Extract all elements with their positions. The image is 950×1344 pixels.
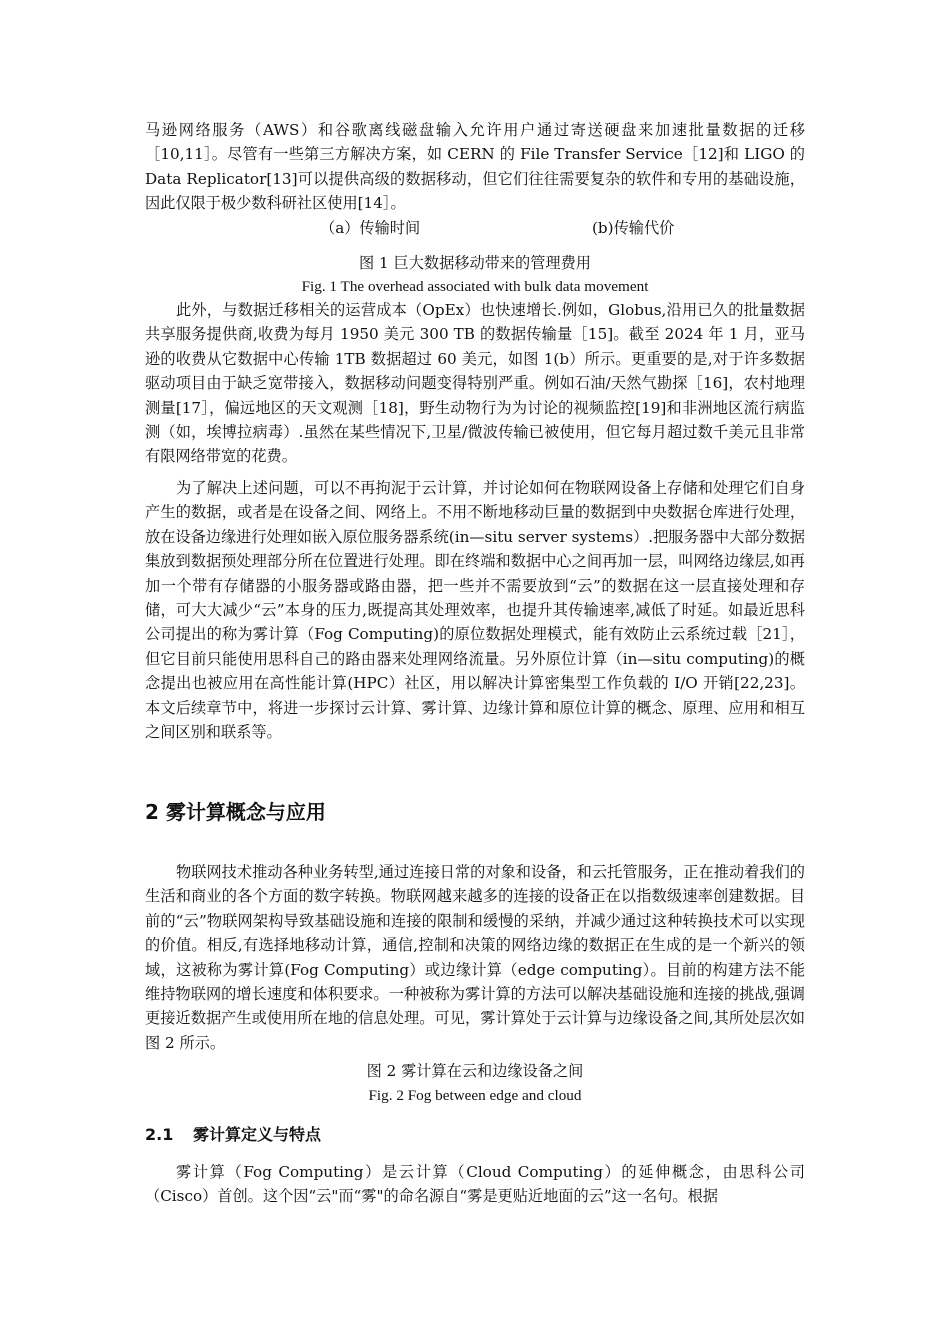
paragraph-data-migration-services: 马逊网络服务（AWS）和谷歌离线磁盘输入允许用户通过寄送硬盘来加速批量数据的迁移［10,11］。尽管有一些第三方解决方案，如 CERN 的 File Transfer Service［12]和 LIGO 的 Data Replicator[13]可以提供高级的数据移动，但它们往往需要复杂的软件和专用的基础设施，因此仅限于极少数科研社区使用[14］。: [145, 121, 805, 213]
paragraph-iot-fog: 物联网技术推动各种业务转型,通过连接日常的对象和设备，和云托管服务，正在推动着我们的生活和商业的各个方面的数字转换。物联网越来越多的连接的设备正在以指数级速率创建数据。目前的“云”物联网架构导致基础设施和连接的限制和缓慢的采纳，并减少通过这种转换技术可以实现的价值。相反,有选择地移动计算，通信,控制和决策的网络边缘的数据正在生成的是一个新兴的领域，这被称为雾计算(Fog Computing）或边缘计算（edge computing）。目前的构建方法不能维持物联网的增长速度和体积要求。一种被称为雾计算的方法可以解决基础设施和连接的挑战,强调更接近数据产生或使用所在地的信息处理。可见，雾计算处于云计算与边缘设备之间,其所处层次如图 2 所示。: [145, 863, 805, 1052]
figure1-caption-cn: 图 1 巨大数据移动带来的管理费用: [359, 254, 591, 272]
figure1-subcaption-b: (b)传输代价: [592, 219, 675, 237]
paragraph-fog-definition: 雾计算（Fog Computing）是云计算（Cloud Computing）的延伸概念，由思科公司（Cisco）首创。这个因“云"而“雾"的命名源自“雾是更贴近地面的云”这一名句。根据: [145, 1163, 805, 1206]
section-heading-2: 2 雾计算概念与应用: [145, 800, 326, 824]
paragraph-opex: 此外，与数据迁移相关的运营成本（OpEx）也快速增长.例如，Globus,沿用已久的批量数据共享服务提供商,收费为每月 1950 美元 300 TB 的数据传输量［15]。截至 2024 年 1 月，亚马逊的收费从它数据中心传输 1TB 数据超过 60 美元，如图 1(b）所示。更重要的是,对于许多数据驱动项目由于缺乏宽带接入，数据移动问题变得特别严重。例如石油/天然气勘探［16]，农村地理测量[17］，偏远地区的天文观测［18]，野生动物行为为讨论的视频监控[19]和非洲地区流行病监测（如，埃博拉病毒）.虽然在某些情况下,卫星/微波传输已被使用，但它每月超过数千美元且非常有限网络带宽的花费。: [145, 301, 805, 466]
paragraph-solution: 为了解决上述问题，可以不再拘泥于云计算，并讨论如何在物联网设备上存储和处理它们自身产生的数据，或者是在设备之间、网络上。不用不断地移动巨量的数据到中央数据仓库进行处理，放在设备边缘进行处理如嵌入原位服务器系统(in—situ server systems）.把服务器中大部分数据集放到数据预处理部分所在位置进行处理。即在终端和数据中心之间再加一层，叫网络边缘层,如再加一个带有存储器的小服务器或路由器，把一些并不需要放到“云”的数据在这一层直接处理和存储，可大大减少“云”本身的压力,既提高其处理效率，也提升其传输速率,减低了时延。如最近思科公司提出的称为雾计算（Fog Computing)的原位数据处理模式，能有效防止云系统过载［21］，但它目前只能使用思科自己的路由器来处理网络流量。另外原位计算（in—situ computing)的概念提出也被应用在高性能计算(HPC）社区，用以解决计算密集型工作负载的 I/O 开销[22,23]。本文后续章节中，将进一步探讨云计算、雾计算、边缘计算和原位计算的概念、原理、应用和相互之间区别和联系等。: [145, 479, 805, 742]
figure1-subcaption-a: （a）传输时间: [320, 219, 421, 237]
figure2-caption-en: Fig. 2 Fog between edge and cloud: [368, 1087, 582, 1104]
section-heading-2-1: [145, 1122, 321, 1148]
section-number: 2.1: [145, 1125, 174, 1144]
section-title: 雾计算定义与特点: [193, 1125, 322, 1144]
figure2-caption-cn: 图 2 雾计算在云和边缘设备之间: [366, 1062, 584, 1080]
figure1-caption-en: Fig. 1 The overhead associated with bulk data movement: [301, 278, 649, 295]
